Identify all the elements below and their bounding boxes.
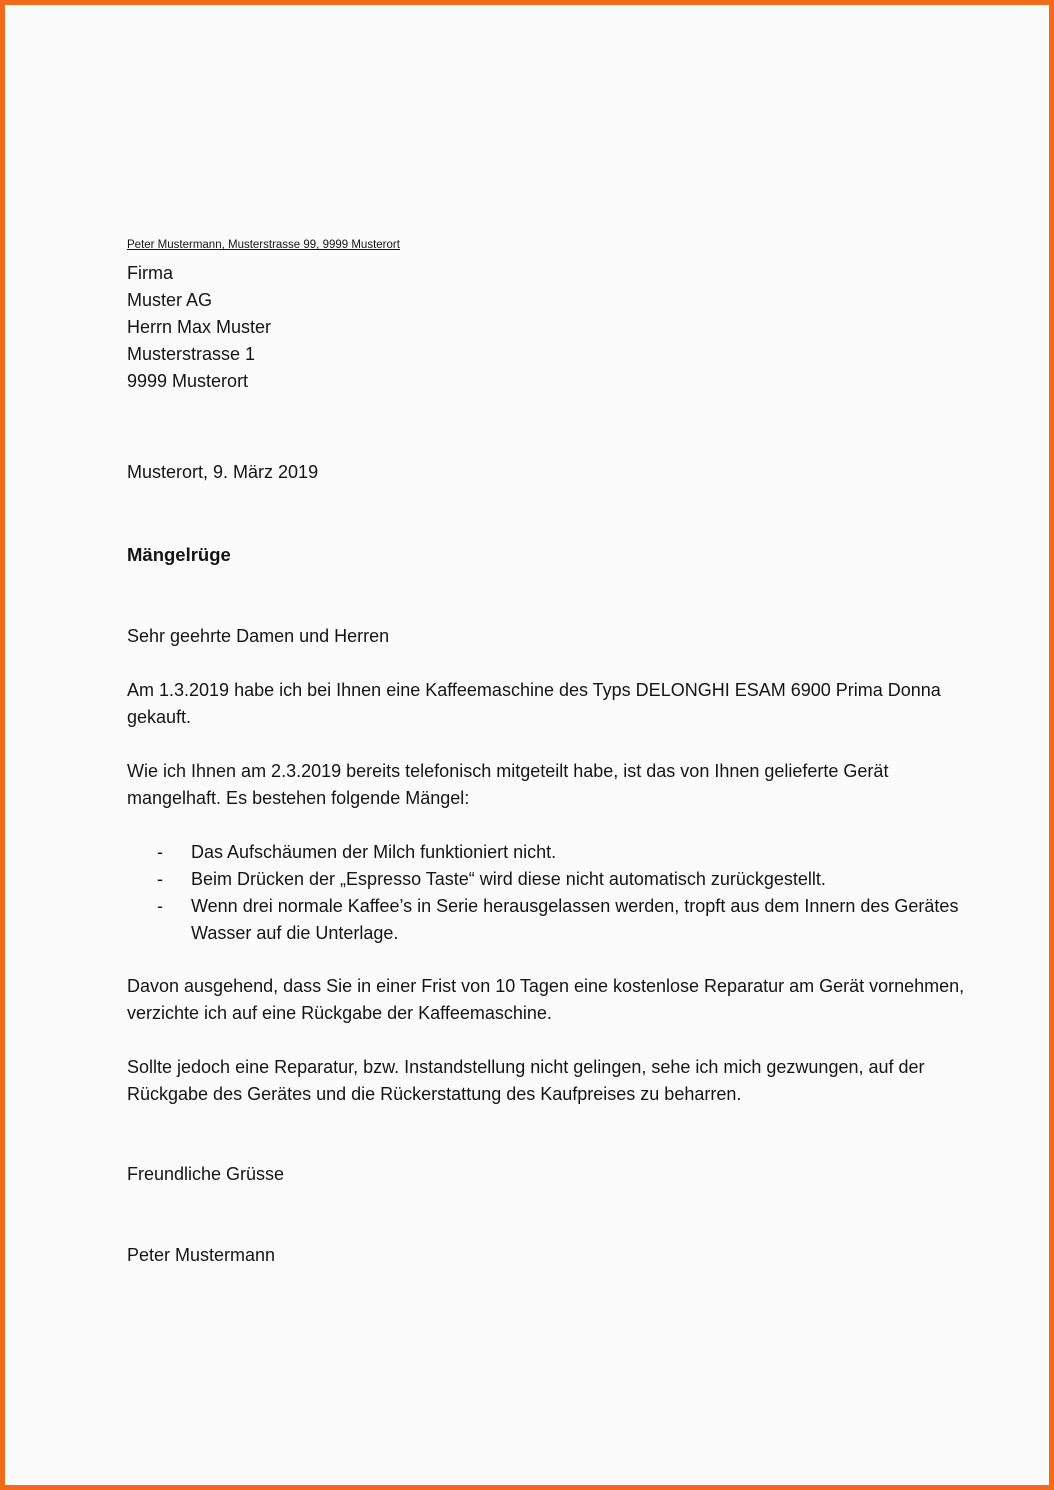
paragraph-purchase: Am 1.3.2019 habe ich bei Ihnen eine Kaffeemaschine des Typs DELONGHI ESAM 6900 Prima Donna gekauft. xyxy=(127,680,941,727)
defect-item xyxy=(127,839,967,866)
list-bullet: - xyxy=(157,842,163,862)
list-bullet: - xyxy=(157,869,163,889)
letter-subject: Mängelrüge xyxy=(127,544,231,565)
defect-text: Beim Drücken der „Espresso Taste“ wird diese nicht automatisch zurückgestellt. xyxy=(191,869,826,889)
recipient-line: 9999 Musterort xyxy=(127,371,249,391)
recipient-line: Muster AG xyxy=(127,290,213,310)
defect-text: Das Aufschäumen der Milch funktioniert nicht. xyxy=(191,842,557,862)
recipient-line: Firma xyxy=(127,263,173,283)
defect-list xyxy=(127,839,967,947)
paragraph-refund-demand: Sollte jedoch eine Reparatur, bzw. Instandstellung nicht gelingen, sehe ich mich gezwungen, auf der Rückgabe des Gerätes und die Rückerstattung des Kaufpreises zu beharren. xyxy=(127,1057,925,1104)
defect-item xyxy=(127,893,967,947)
defect-text: Wenn drei normale Kaffee’s in Serie herausgelassen werden, tropft aus dem Innern des Gerätes Wasser auf die Unterlage. xyxy=(191,896,959,943)
recipient-line: Musterstrasse 1 xyxy=(127,344,256,364)
closing: Freundliche Grüsse xyxy=(127,1164,285,1184)
paragraph-defect-notice: Wie ich Ihnen am 2.3.2019 bereits telefonisch mitgeteilt habe, ist das von Ihnen gelieferte Gerät mangelhaft. Es bestehen folgende Mängel: xyxy=(127,761,889,808)
letter-date: Musterort, 9. März 2019 xyxy=(127,462,319,482)
defect-item xyxy=(127,866,967,893)
list-bullet: - xyxy=(157,896,163,916)
salutation: Sehr geehrte Damen und Herren xyxy=(127,626,390,646)
paragraph-repair-deadline: Davon ausgehend, dass Sie in einer Frist von 10 Tagen eine kostenlose Reparatur am Gerät vornehmen, verzichte ich auf eine Rückgabe der Kaffeemaschine. xyxy=(127,976,965,1023)
recipient-line: Herrn Max Muster xyxy=(127,317,272,337)
signature-name: Peter Mustermann xyxy=(127,1245,276,1265)
recipient-address xyxy=(127,260,271,395)
return-address: Peter Mustermann, Musterstrasse 99, 9999 Musterort xyxy=(127,239,400,251)
